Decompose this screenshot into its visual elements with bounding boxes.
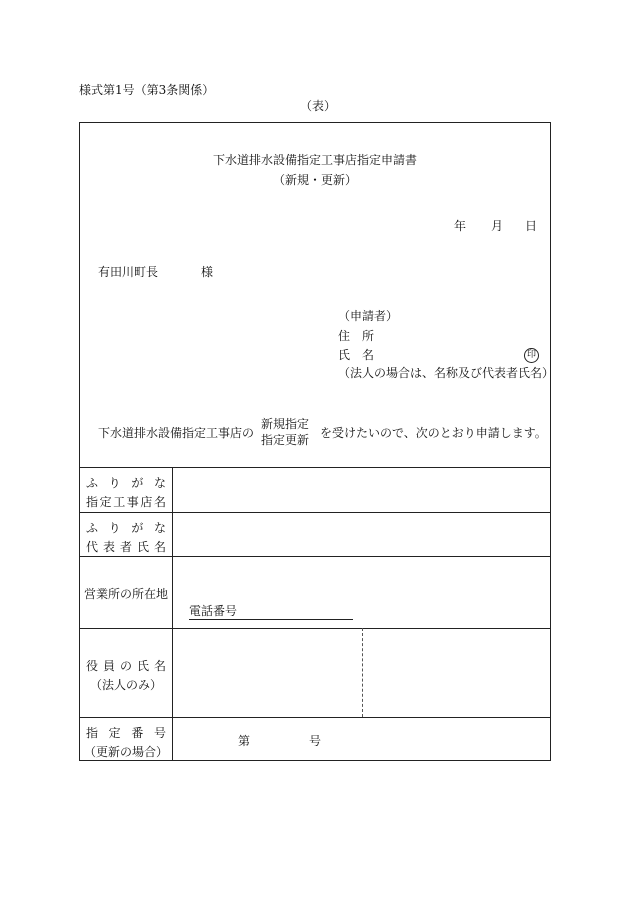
number-suffix: 号 <box>309 734 322 748</box>
phone-number-line <box>189 605 353 620</box>
form-label: 様式第1号（第3条関係） <box>79 83 215 97</box>
designation-number-field[interactable] <box>254 727 306 753</box>
shop-name-text: 指 定 工 事 店 名 <box>86 494 166 509</box>
form-title: 下水道排水設備指定工事店指定申請書 <box>212 153 417 167</box>
shop-name-label <box>80 474 172 511</box>
shop-name-field[interactable] <box>173 468 551 511</box>
addressee-honorific: 様 <box>201 265 214 279</box>
officers-field-left[interactable] <box>173 629 361 717</box>
designation-note: （更新の場合） <box>83 744 168 759</box>
office-location-label: 営業所の所在地 <box>83 587 168 601</box>
rep-furigana-label: ふ り が な <box>86 521 166 535</box>
form-subtitle: （新規・更新） <box>272 173 357 187</box>
seal-mark <box>524 347 539 363</box>
officers-note: （法人のみ） <box>89 677 162 692</box>
designation-number-label <box>80 724 172 761</box>
officers-label <box>80 657 172 694</box>
side-label: （表） <box>300 99 337 113</box>
shop-furigana-label: ふ り が な <box>86 476 166 490</box>
applicant-name-label: 氏 名 <box>338 348 375 362</box>
officers-field-right[interactable] <box>364 629 551 717</box>
designation-number-text: 指 定 番 号 <box>86 726 166 740</box>
number-prefix: 第 <box>238 734 251 748</box>
applicant-address-label: 住 所 <box>338 329 375 343</box>
applicant-heading: （申請者） <box>338 309 399 323</box>
request-tail: を受けたいので、次のとおり申請します。 <box>320 426 547 440</box>
date-year: 年 <box>454 219 467 233</box>
date-day: 日 <box>525 219 538 233</box>
applicant-note: （法人の場合は、名称及び代表者氏名） <box>338 366 555 380</box>
rep-name-field[interactable] <box>173 513 551 555</box>
officers-text: 役 員 の 氏 名 <box>86 659 166 673</box>
officers-dashed-divider <box>362 628 363 717</box>
option-new: 新規指定 <box>261 417 310 431</box>
request-lead: 下水道排水設備指定工事店の <box>98 426 255 440</box>
phone-number-label: 電話番号 <box>189 604 238 618</box>
rep-name-text: 代 表 者 氏 名 <box>86 539 166 554</box>
option-renew: 指定更新 <box>261 433 310 448</box>
application-form <box>79 122 555 761</box>
request-options <box>261 416 309 448</box>
rep-name-label <box>80 519 172 556</box>
seal-icon: 印 <box>524 348 539 363</box>
row-divider <box>80 717 550 718</box>
addressee-name: 有田川町長 <box>98 265 159 279</box>
date-month: 月 <box>491 219 504 233</box>
